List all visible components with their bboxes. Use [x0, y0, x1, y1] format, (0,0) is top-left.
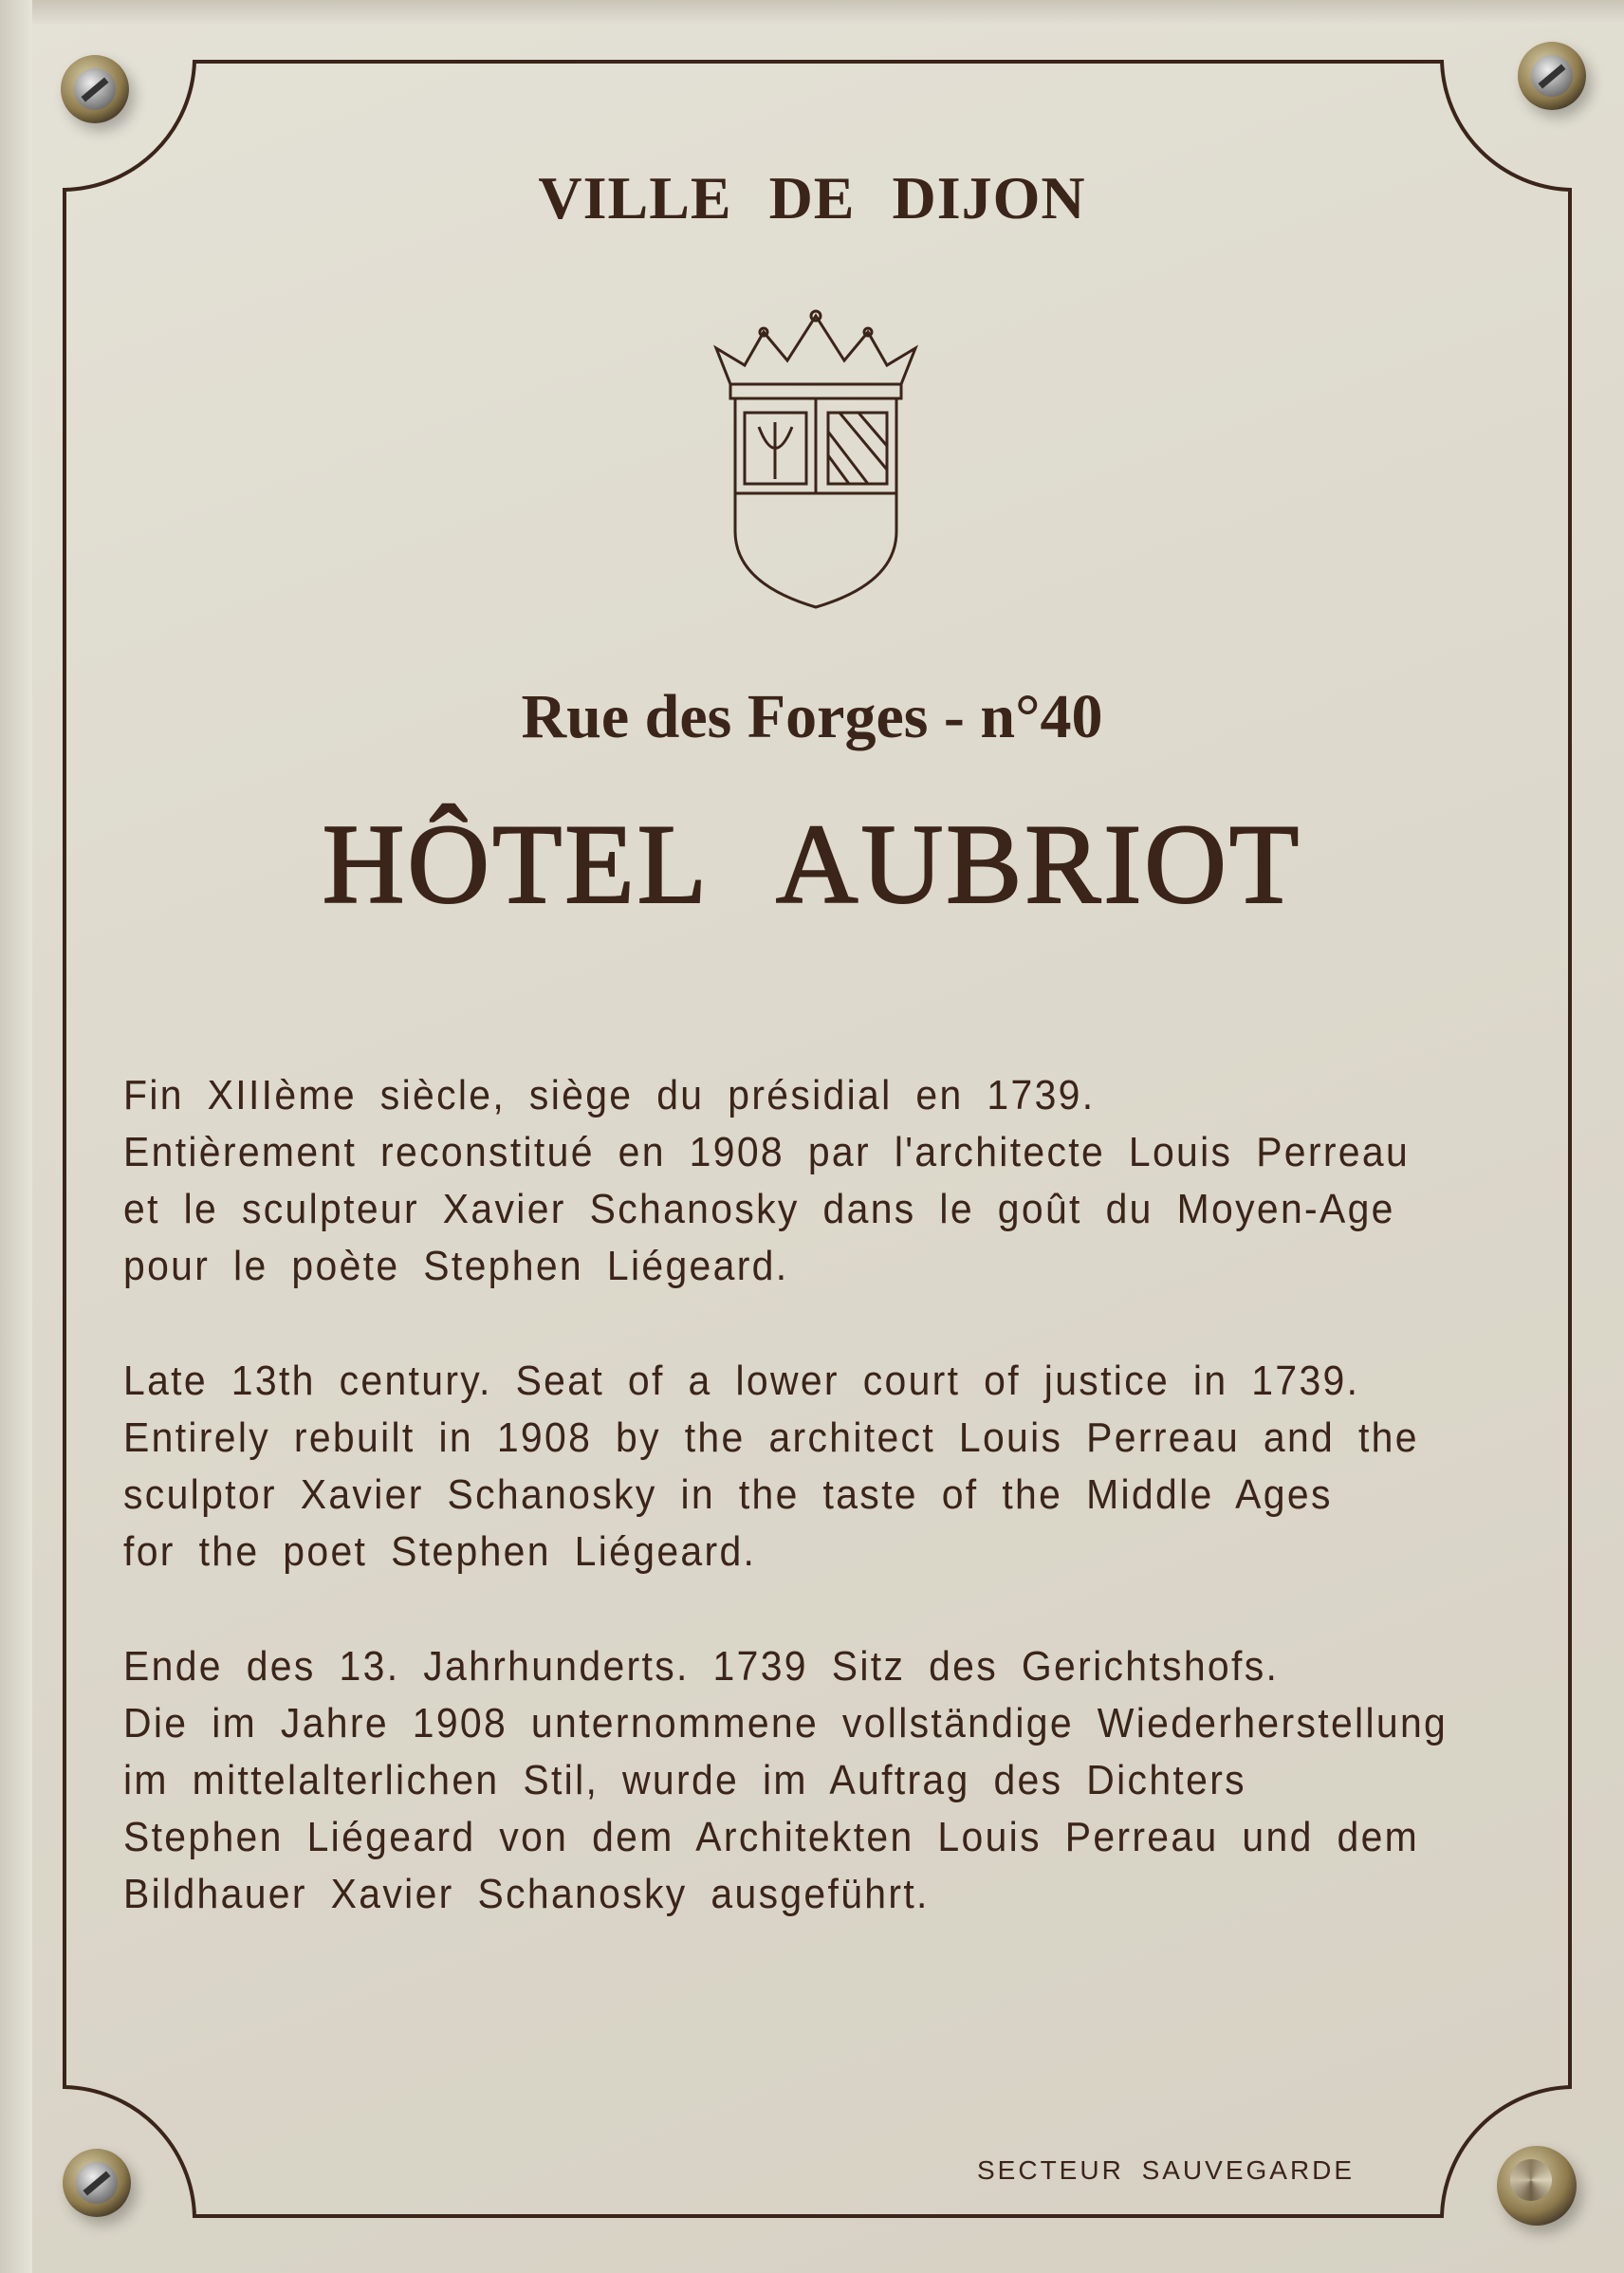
text-line: for the poet Stephen Liégeard.: [123, 1528, 757, 1575]
screw-top-left: [61, 55, 129, 123]
text-line: Entirely rebuilt in 1908 by the architect Louis Perreau and the: [123, 1414, 1419, 1461]
text-line: Bildhauer Xavier Schanosky ausgeführt.: [123, 1871, 930, 1917]
building-name: HÔTEL AUBRIOT: [322, 801, 1302, 927]
city-header: VILLE DE DIJON: [538, 164, 1086, 231]
street-address: Rue des Forges - n°40: [521, 682, 1103, 751]
text-line: sculptor Xavier Schanosky in the taste of the Middle Ages: [123, 1471, 1333, 1518]
paragraph-english: [123, 1353, 1419, 1580]
screw-top-right: [1518, 42, 1586, 110]
paragraph-french: [123, 1067, 1410, 1295]
text-line: Late 13th century. Seat of a lower court of justice in 1739.: [123, 1358, 1360, 1404]
text-line: pour le poète Stephen Liégeard.: [123, 1243, 789, 1289]
screw-bottom-left: [63, 2149, 131, 2217]
screw-bottom-right: [1497, 2146, 1577, 2226]
text-line: Fin XIIIème siècle, siège du présidial en 1739.: [123, 1072, 1096, 1118]
text-line: Ende des 13. Jahrhunderts. 1739 Sitz des Gerichtshofs.: [123, 1643, 1280, 1690]
protected-sector-label: SECTEUR SAUVEGARDE: [977, 2155, 1356, 2185]
coat-of-arms-icon: [707, 308, 925, 612]
text-line: et le sculpteur Xavier Schanosky dans le goût du Moyen-Age: [123, 1186, 1395, 1232]
text-line: Entièrement reconstitué en 1908 par l'architecte Louis Perreau: [123, 1129, 1411, 1175]
text-line: Stephen Liégeard von dem Architekten Louis Perreau und dem: [123, 1814, 1420, 1860]
text-line: Die im Jahre 1908 unternommene vollständige Wiederherstellung: [123, 1700, 1449, 1746]
text-line: im mittelalterlichen Stil, wurde im Auftrag des Dichters: [123, 1757, 1246, 1803]
paragraph-german: [123, 1638, 1448, 1923]
